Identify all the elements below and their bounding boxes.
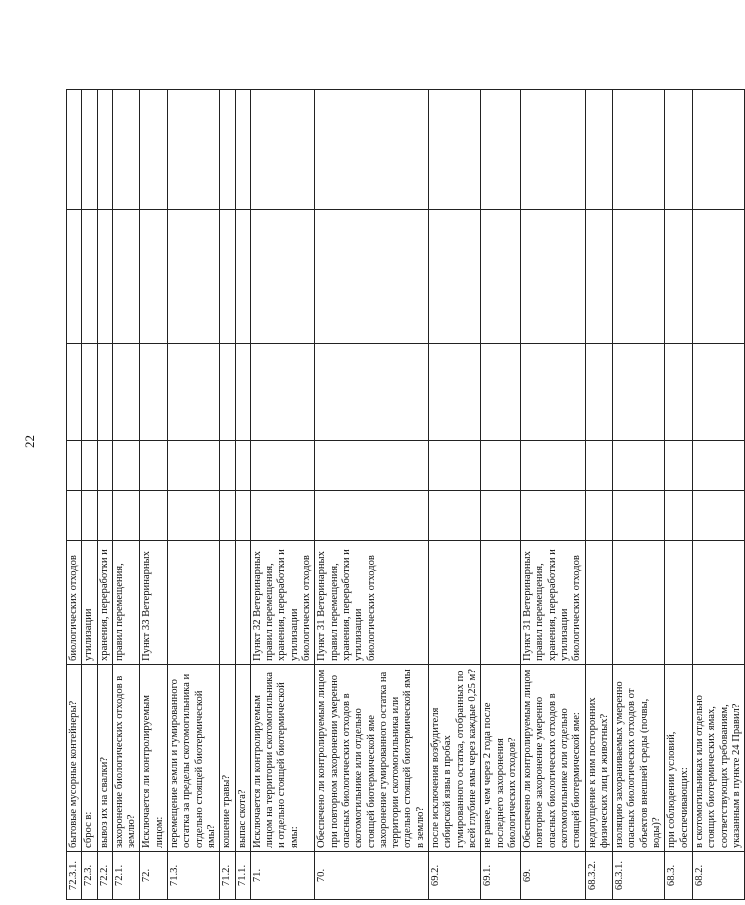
item-number: 68.2.	[692, 852, 744, 900]
comment-cell	[585, 90, 613, 210]
comment-cell	[235, 90, 250, 210]
notes-cell	[429, 210, 481, 344]
answer-no-cell	[585, 441, 613, 491]
answer-no-cell	[168, 441, 220, 491]
answer-yes-cell	[613, 491, 665, 541]
answer-yes-cell	[521, 491, 585, 541]
legal-reference	[613, 541, 665, 665]
table-row	[665, 90, 693, 900]
legal-reference: Пункт 31 Ветеринарных правил перемещения, хранения, переработки и утилизации биологических отходов	[521, 541, 585, 665]
answer-na-cell	[235, 344, 250, 441]
comment-cell	[140, 90, 168, 210]
comment-cell	[692, 90, 744, 210]
notes-cell	[315, 210, 429, 344]
item-number: 69.1.	[481, 852, 521, 900]
notes-cell	[168, 210, 220, 344]
table-row	[235, 90, 250, 900]
legal-reference	[665, 541, 693, 665]
item-number: 71.3.	[168, 852, 220, 900]
comment-cell	[168, 90, 220, 210]
answer-no-cell	[82, 441, 97, 491]
answer-na-cell	[97, 344, 112, 441]
notes-cell	[613, 210, 665, 344]
notes-cell	[481, 210, 521, 344]
table-row	[220, 90, 235, 900]
legal-reference	[481, 541, 521, 665]
legal-reference	[585, 541, 613, 665]
table-row	[613, 90, 665, 900]
legal-reference: Пункт 32 Ветеринарных правил перемещения, хранения, переработки и утилизации биологических отходов	[250, 541, 314, 665]
notes-cell	[97, 210, 112, 344]
checklist-table	[66, 89, 745, 900]
legal-reference: Пункт 31 Ветеринарных правил перемещения, хранения, переработки и утилизации биологических отходов	[315, 541, 429, 665]
answer-na-cell	[665, 344, 693, 441]
item-number: 72.2.	[97, 852, 112, 900]
comment-cell	[112, 90, 140, 210]
answer-yes-cell	[429, 491, 481, 541]
answer-na-cell	[429, 344, 481, 441]
question-text: не ранее, чем через 2 года после последнего захоронения биологических отходов?	[481, 665, 521, 852]
question-text: в скотомогильниках или отдельно стоящих биотермических ямах, соответствующих требованиям, указанным в пункте 24 Правил?	[692, 665, 744, 852]
item-number: 72.1.	[112, 852, 140, 900]
answer-yes-cell	[481, 491, 521, 541]
answer-yes-cell	[168, 491, 220, 541]
checklist-body	[67, 90, 745, 900]
answer-no-cell	[481, 441, 521, 491]
table-row	[140, 90, 168, 900]
rotated-checklist-table	[66, 90, 742, 900]
legal-reference: правил перемещения,	[112, 541, 140, 665]
table-row	[692, 90, 744, 900]
question-text: выпас скота?	[235, 665, 250, 852]
answer-yes-cell	[665, 491, 693, 541]
legal-reference	[235, 541, 250, 665]
question-text: вывоз их на свалки?	[97, 665, 112, 852]
answer-yes-cell	[315, 491, 429, 541]
legal-reference: биологических отходов	[67, 541, 82, 665]
answer-na-cell	[220, 344, 235, 441]
notes-cell	[235, 210, 250, 344]
answer-na-cell	[140, 344, 168, 441]
item-number: 68.3.1.	[613, 852, 665, 900]
answer-yes-cell	[250, 491, 314, 541]
answer-yes-cell	[692, 491, 744, 541]
answer-no-cell	[220, 441, 235, 491]
comment-cell	[250, 90, 314, 210]
item-number: 68.3.2.	[585, 852, 613, 900]
comment-cell	[429, 90, 481, 210]
comment-cell	[82, 90, 97, 210]
comment-cell	[220, 90, 235, 210]
question-text: недопущение к ним посторонних физических лиц и животных?	[585, 665, 613, 852]
table-row	[585, 90, 613, 900]
answer-na-cell	[250, 344, 314, 441]
legal-reference	[168, 541, 220, 665]
question-text: захоронение биологических отходов в землю?	[112, 665, 140, 852]
notes-cell	[521, 210, 585, 344]
answer-yes-cell	[585, 491, 613, 541]
item-number: 71.1.	[235, 852, 250, 900]
answer-no-cell	[613, 441, 665, 491]
table-row	[97, 90, 112, 900]
answer-yes-cell	[140, 491, 168, 541]
table-row	[429, 90, 481, 900]
notes-cell	[250, 210, 314, 344]
question-text: бытовые мусорные контейнеры?	[67, 665, 82, 852]
legal-reference: Пункт 33 Ветеринарных	[140, 541, 168, 665]
notes-cell	[692, 210, 744, 344]
table-row	[315, 90, 429, 900]
answer-na-cell	[67, 344, 82, 441]
answer-yes-cell	[82, 491, 97, 541]
item-number: 72.	[140, 852, 168, 900]
item-number: 72.3.	[82, 852, 97, 900]
question-text: Обеспечено ли контролируемым лицом при повторном захоронении умеренно опасных биологических отходов в скотомогильнике или отдельно стоящей биотермической яме захоронение гумированного остатка на территории скотомогильника или отдельно стоящей биотермической ямы в землю?	[315, 665, 429, 852]
notes-cell	[585, 210, 613, 344]
comment-cell	[665, 90, 693, 210]
table-row	[481, 90, 521, 900]
question-text: Обеспечено ли контролируемым лицом повторное захоронение умеренно опасных биологических отходов в скотомогильнике или отдельно стоящей биотермической яме:	[521, 665, 585, 852]
question-text: при соблюдении условий, обеспечивающих:	[665, 665, 693, 852]
answer-no-cell	[112, 441, 140, 491]
answer-na-cell	[481, 344, 521, 441]
notes-cell	[112, 210, 140, 344]
answer-na-cell	[112, 344, 140, 441]
item-number: 69.2.	[429, 852, 481, 900]
answer-no-cell	[250, 441, 314, 491]
legal-reference: утилизации	[82, 541, 97, 665]
question-text: после исключения возбудителя сибирской язвы в пробах гумированного остатка, отобранных по всей глубине ямы через каждые 0,25 м?	[429, 665, 481, 852]
question-text: перемещение земли и гумированного остатка за пределы скотомогильника и отдельно стоящей биотермической ямы?	[168, 665, 220, 852]
item-number: 70.	[315, 852, 429, 900]
item-number: 68.3.	[665, 852, 693, 900]
question-text: Исключается ли контролируемым лицом:	[140, 665, 168, 852]
answer-yes-cell	[97, 491, 112, 541]
answer-no-cell	[235, 441, 250, 491]
page-number: 22	[22, 435, 37, 448]
comment-cell	[97, 90, 112, 210]
answer-na-cell	[315, 344, 429, 441]
item-number: 72.3.1.	[67, 852, 82, 900]
notes-cell	[140, 210, 168, 344]
comment-cell	[521, 90, 585, 210]
answer-yes-cell	[220, 491, 235, 541]
table-row	[521, 90, 585, 900]
answer-yes-cell	[235, 491, 250, 541]
item-number: 71.	[250, 852, 314, 900]
legal-reference: хранения, переработки и	[97, 541, 112, 665]
comment-cell	[481, 90, 521, 210]
question-text: кошение травы?	[220, 665, 235, 852]
answer-yes-cell	[67, 491, 82, 541]
legal-reference	[220, 541, 235, 665]
answer-na-cell	[521, 344, 585, 441]
answer-no-cell	[315, 441, 429, 491]
notes-cell	[665, 210, 693, 344]
answer-no-cell	[97, 441, 112, 491]
comment-cell	[315, 90, 429, 210]
answer-no-cell	[140, 441, 168, 491]
answer-no-cell	[665, 441, 693, 491]
answer-no-cell	[429, 441, 481, 491]
table-row	[82, 90, 97, 900]
item-number: 71.2.	[220, 852, 235, 900]
notes-cell	[67, 210, 82, 344]
answer-yes-cell	[112, 491, 140, 541]
table-row	[67, 90, 82, 900]
item-number: 69.	[521, 852, 585, 900]
answer-na-cell	[585, 344, 613, 441]
question-text: Исключается ли контролируемым лицом на территории скотомогильника и отдельно стоящей биотермической ямы:	[250, 665, 314, 852]
table-row	[112, 90, 140, 900]
answer-no-cell	[692, 441, 744, 491]
comment-cell	[613, 90, 665, 210]
answer-na-cell	[692, 344, 744, 441]
legal-reference	[429, 541, 481, 665]
legal-reference	[692, 541, 744, 665]
table-row	[168, 90, 220, 900]
answer-na-cell	[82, 344, 97, 441]
notes-cell	[82, 210, 97, 344]
answer-na-cell	[168, 344, 220, 441]
question-text: изоляцию захораниваемых умеренно опасных биологических отходов от объектов внешней среды (почвы, воды)?	[613, 665, 665, 852]
answer-no-cell	[67, 441, 82, 491]
answer-no-cell	[521, 441, 585, 491]
notes-cell	[220, 210, 235, 344]
question-text: сброс в:	[82, 665, 97, 852]
answer-na-cell	[613, 344, 665, 441]
comment-cell	[67, 90, 82, 210]
table-row	[250, 90, 314, 900]
